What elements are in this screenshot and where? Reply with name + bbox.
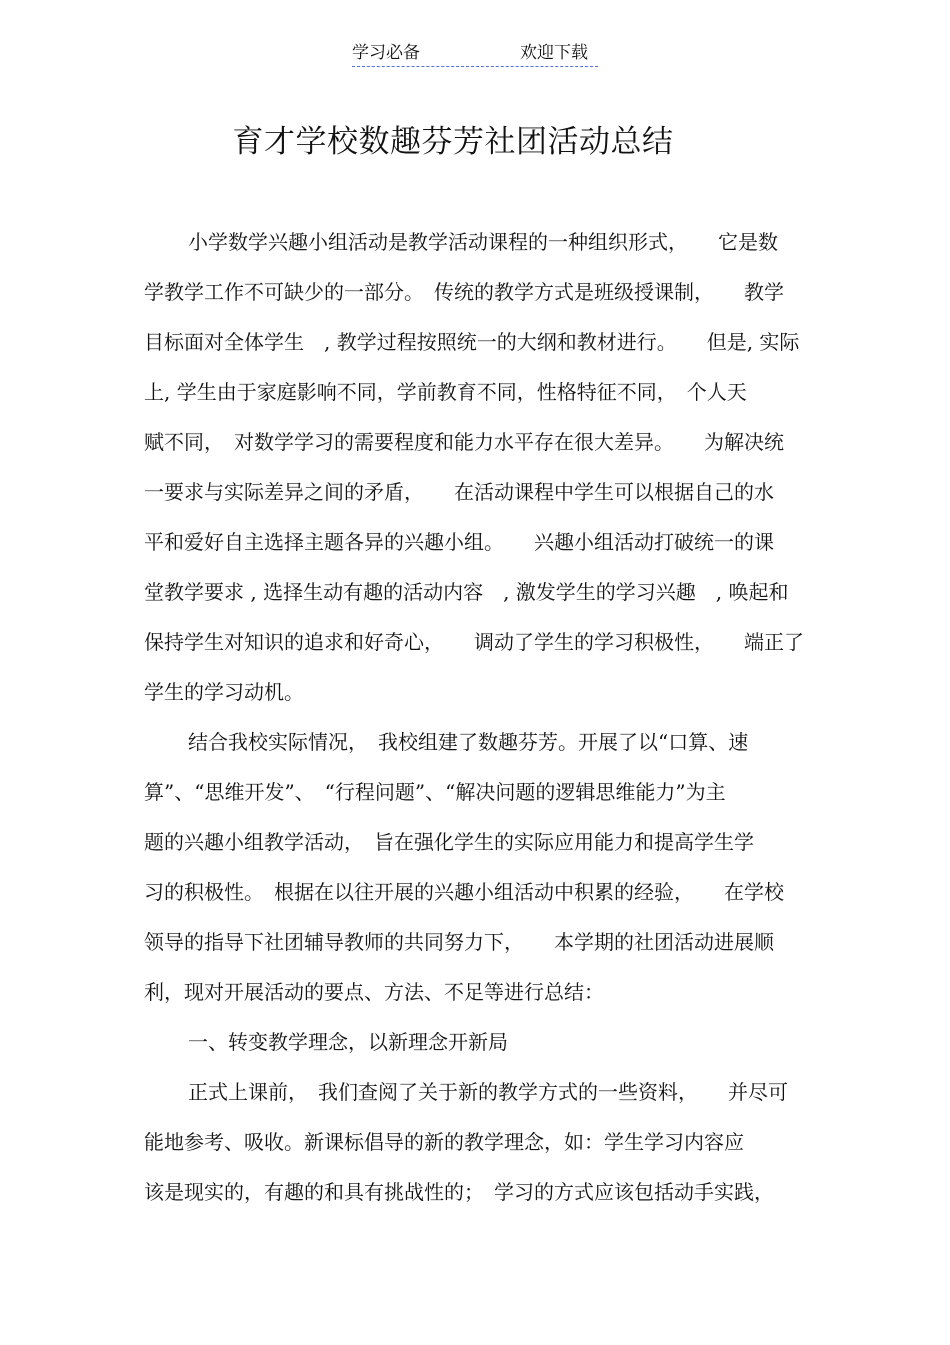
body-text-line: 学生的学习动机。 <box>144 680 304 704</box>
body-text-line: 赋不同， 对数学学习的需要程度和能力水平存在很大差异。 为解决统 <box>144 430 784 454</box>
body-text-line: 算”、“思维开发”、 “行程问题”、“解决问题的逻辑思维能力”为主 <box>144 780 726 804</box>
body-text-line: 上, 学生由于家庭影响不同，学前教育不同，性格特征不同， 个人天 <box>144 380 747 404</box>
body-text-line: 习的积极性。 根据在以往开展的兴趣小组活动中积累的经验， 在学校 <box>144 880 784 904</box>
body-text-line: 一要求与实际差异之间的矛盾， 在活动课程中学生可以根据自己的水 <box>144 480 774 504</box>
document-title: 育才学校数趣芬芳社团活动总结 <box>232 124 674 160</box>
body-text-line: 目标面对全体学生 , 教学过程按照统一的大纲和教材进行。 但是, 实际 <box>144 330 800 354</box>
body-text-line: 利，现对开展活动的要点、方法、不足等进行总结： <box>144 980 604 1004</box>
body-text-line: 该是现实的，有趣的和具有挑战性的； 学习的方式应该包括动手实践， <box>144 1180 774 1204</box>
body-text-line: 领导的指导下社团辅导教师的共同努力下， 本学期的社团活动进展顺 <box>144 930 774 954</box>
body-text-line: 题的兴趣小组教学活动， 旨在强化学生的实际应用能力和提高学生学 <box>144 830 754 854</box>
body-text-line: 小学数学兴趣小组活动是教学活动课程的一种组织形式， 它是数 <box>188 230 778 254</box>
page-header <box>352 40 598 67</box>
body-text-line: 保持学生对知识的追求和好奇心， 调动了学生的学习积极性， 端正了 <box>144 630 804 654</box>
header-left-text: 学习必备 <box>352 43 420 63</box>
header-right-text: 欢迎下载 <box>520 43 588 63</box>
body-text-line: 一、转变教学理念，以新理念开新局 <box>188 1030 508 1054</box>
body-text-line: 平和爱好自主选择主题各异的兴趣小组。 兴趣小组活动打破统一的课 <box>144 530 774 554</box>
body-text-line: 能地参考、吸收。新课标倡导的新的教学理念，如：学生学习内容应 <box>144 1130 744 1154</box>
body-text-line: 堂教学要求 , 选择生动有趣的活动内容 , 激发学生的学习兴趣 , 唤起和 <box>144 580 789 604</box>
body-text-line: 学教学工作不可缺少的一部分。 传统的教学方式是班级授课制， 教学 <box>144 280 784 304</box>
body-text-line: 正式上课前， 我们查阅了关于新的教学方式的一些资料， 并尽可 <box>188 1080 788 1104</box>
body-text-line: 结合我校实际情况， 我校组建了数趣芬芳。开展了以“口算、速 <box>188 730 749 754</box>
